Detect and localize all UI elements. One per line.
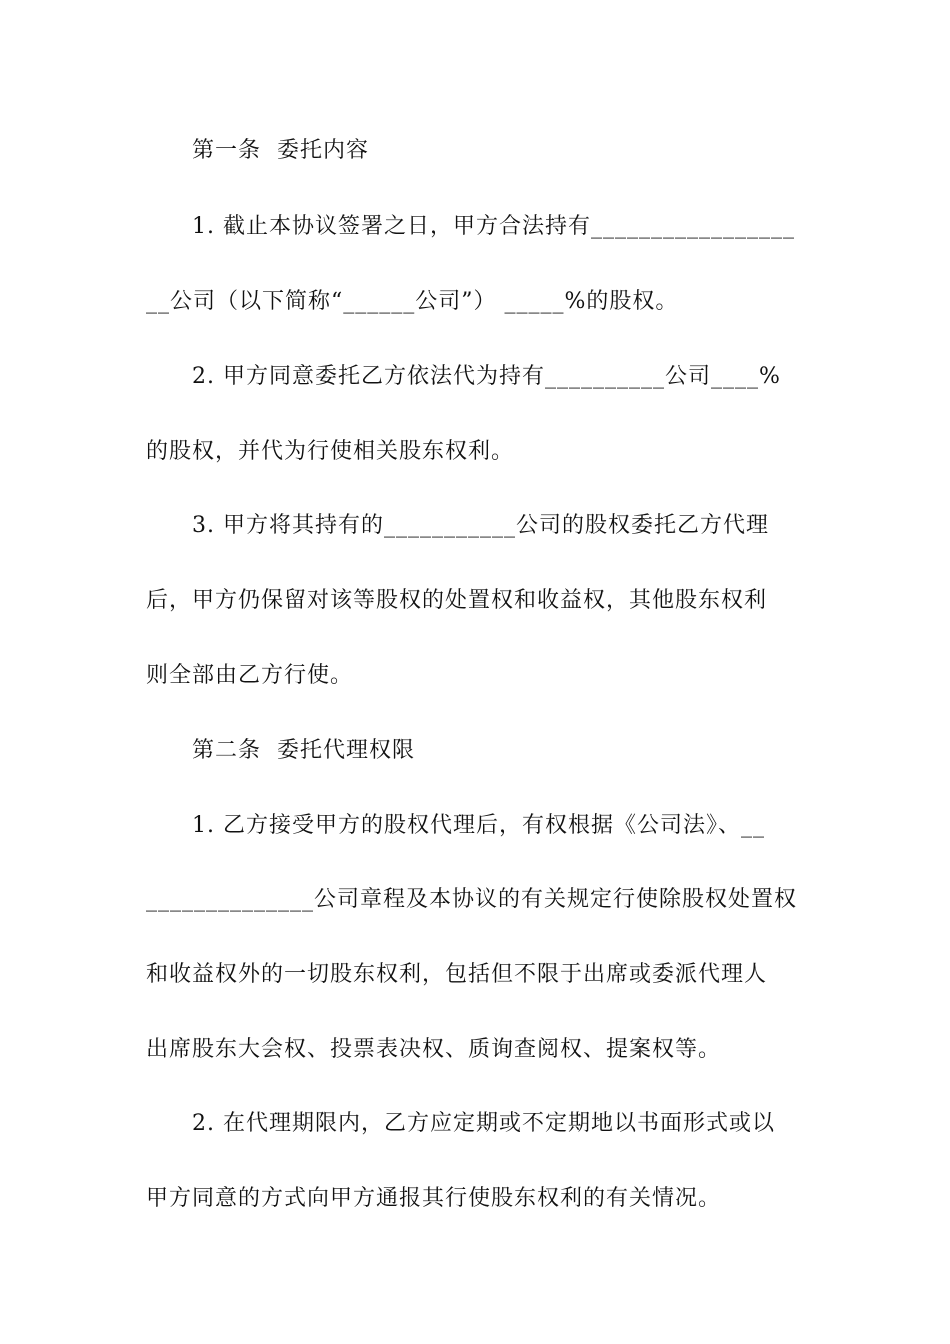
paragraph-line: 2. 甲方同意委托乙方依法代为持有__________公司____% — [192, 364, 781, 389]
paragraph-line: 1. 截止本协议签署之日，甲方合法持有_________________ — [192, 214, 795, 239]
paragraph-line: __公司（以下简称“______公司”） _____%的股权。 — [146, 289, 679, 314]
paragraph-line: 的股权，并代为行使相关股东权利。 — [146, 439, 515, 464]
paragraph-line: 和收益权外的一切股东权利，包括但不限于出席或委派代理人 — [146, 962, 768, 987]
paragraph-line: 1. 乙方接受甲方的股权代理后，有权根据《公司法》、__ — [192, 813, 765, 838]
paragraph-line: 后，甲方仍保留对该等股权的处置权和收益权，其他股东权利 — [146, 588, 768, 613]
paragraph-line: 出席股东大会权、投票表决权、质询查阅权、提案权等。 — [146, 1037, 722, 1062]
paragraph-line: 则全部由乙方行使。 — [146, 663, 354, 688]
paragraph-line: 甲方同意的方式向甲方通报其行使股东权利的有关情况。 — [146, 1186, 722, 1211]
section-heading-1: 第一条 委托内容 — [192, 138, 369, 163]
paragraph-line: 3. 甲方将其持有的___________公司的股权委托乙方代理 — [192, 513, 769, 538]
paragraph-line: 2. 在代理期限内，乙方应定期或不定期地以书面形式或以 — [192, 1111, 775, 1136]
section-heading-2: 第二条 委托代理权限 — [192, 738, 415, 763]
paragraph-line: ______________公司章程及本协议的有关规定行使除股权处置权 — [146, 887, 798, 912]
